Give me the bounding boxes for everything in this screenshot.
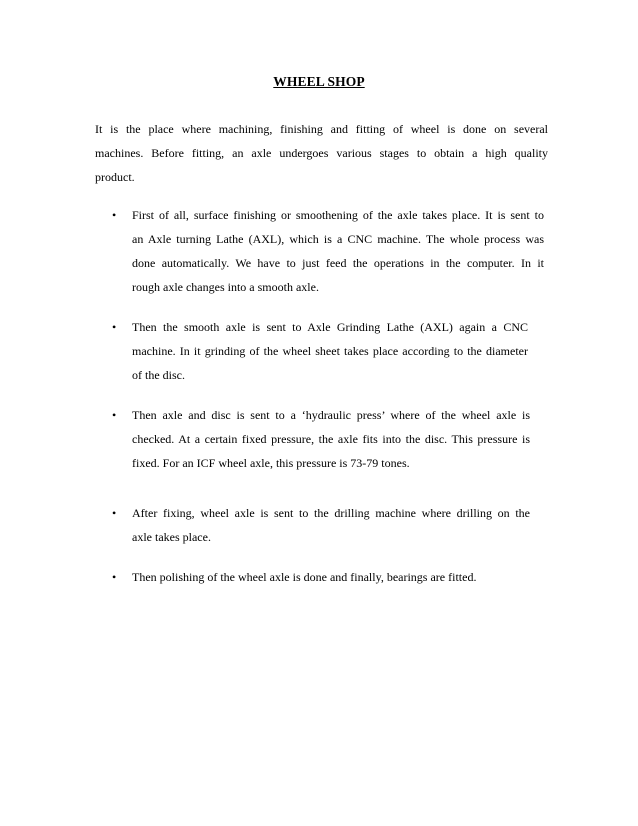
bullet-item — [132, 203, 544, 299]
bullet-item — [132, 501, 530, 549]
bullet-line: Then the smooth axle is sent to Axle Grinding Lathe (AXL) again a CNC — [132, 320, 528, 334]
bullet-line: After fixing, wheel axle is sent to the drilling machine where drilling on the — [132, 506, 530, 520]
bullet-icon: • — [112, 408, 117, 422]
intro-line: product. — [95, 170, 135, 184]
bullet-icon: • — [112, 570, 117, 584]
bullet-line: axle takes place. — [132, 530, 211, 544]
bullet-icon: • — [112, 208, 117, 222]
bullet-line: an Axle turning Lathe (AXL), which is a CNC machine. The whole process was — [132, 232, 544, 246]
bullet-item — [132, 315, 528, 387]
bullet-line: First of all, surface finishing or smoothening of the axle takes place. It is sent to — [132, 208, 544, 222]
bullet-item — [132, 403, 530, 475]
page-title: WHEEL SHOP — [273, 74, 365, 89]
bullet-icon: • — [112, 320, 117, 334]
intro-line: It is the place where machining, finishing and fitting of wheel is done on several — [95, 122, 548, 136]
bullet-line: done automatically. We have to just feed the operations in the computer. In it — [132, 256, 544, 270]
intro-line: machines. Before fitting, an axle undergoes various stages to obtain a high quality — [95, 146, 548, 160]
bullet-line: fixed. For an ICF wheel axle, this pressure is 73-79 tones. — [132, 456, 410, 470]
bullet-line: Then axle and disc is sent to a ‘hydraulic press’ where of the wheel axle is — [132, 408, 530, 422]
bullet-line: checked. At a certain fixed pressure, the axle fits into the disc. This pressure is — [132, 432, 530, 446]
bullet-line: Then polishing of the wheel axle is done and finally, bearings are fitted. — [132, 570, 477, 584]
bullet-line: of the disc. — [132, 368, 185, 382]
bullet-icon: • — [112, 506, 117, 520]
bullet-item — [132, 565, 532, 589]
bullet-line: rough axle changes into a smooth axle. — [132, 280, 319, 294]
bullet-line: machine. In it grinding of the wheel sheet takes place according to the diameter — [132, 344, 528, 358]
